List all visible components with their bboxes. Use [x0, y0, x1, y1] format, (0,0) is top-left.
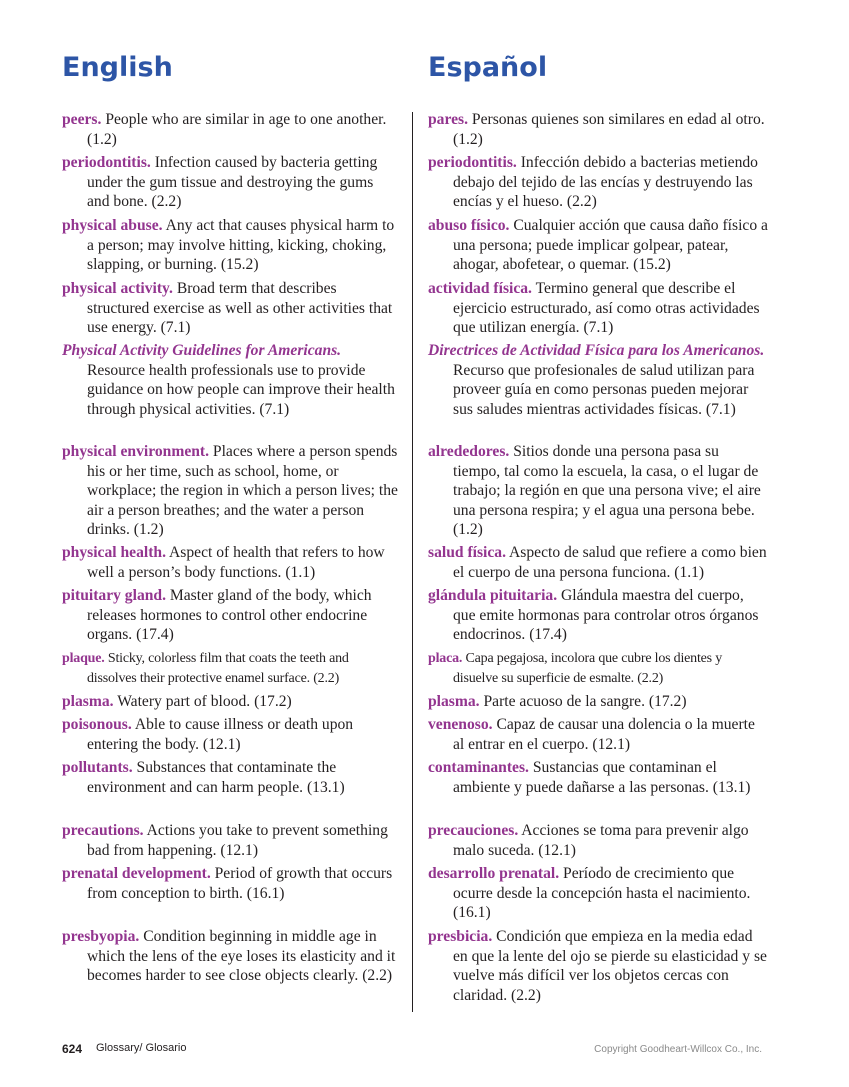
glossary-definition: Termino general que describe el ejercicio estructurado, así como otras actividades que utilizan energía. (7.1) — [453, 280, 760, 337]
glossary-entry — [428, 341, 768, 419]
glossary-term: physical abuse. — [62, 217, 163, 234]
english-heading: English — [62, 52, 173, 83]
glossary-term: pares. — [428, 111, 468, 128]
glossary-entry — [428, 586, 768, 645]
glossary-entry — [62, 216, 398, 275]
glossary-term: poisonous. — [62, 716, 132, 733]
glossary-definition: Sustancias que contaminan el ambiente y puede dañarse a las personas. (13.1) — [453, 759, 751, 796]
glossary-term: desarrollo prenatal. — [428, 865, 560, 882]
glossary-term: presbyopia. — [62, 928, 140, 945]
glossary-definition: Any act that causes physical harm to a person; may involve hitting, kicking, choking, slapping, or burning. (15.2) — [87, 217, 395, 274]
glossary-entry — [428, 649, 768, 688]
glossary-entry — [428, 543, 768, 582]
glossary-definition: Aspect of health that refers to how well a person’s body functions. (1.1) — [87, 544, 385, 581]
glossary-term: abuso físico. — [428, 217, 510, 234]
glossary-definition: Broad term that describes structured exercise as well as other activities that use energy. (7.1) — [87, 280, 393, 337]
glossary-definition: Sticky, colorless film that coats the teeth and dissolves their protective enamel surface. (2.2) — [87, 651, 349, 686]
glossary-term: glándula pituitaria. — [428, 587, 558, 604]
glossary-definition: Condición que empieza en la media edad en que la lente del ojo se pierde su elasticidad y se vuelve más difícil ver los objetos cercas con claridad. (2.2) — [453, 928, 767, 1004]
glossary-definition: Capa pegajosa, incolora que cubre los dientes y disuelve su superficie de esmalte. (2.2) — [453, 651, 723, 686]
glossary-definition: Personas quienes son similares en edad al otro. (1.2) — [453, 111, 765, 148]
glossary-entry — [62, 279, 398, 338]
glossary-entry — [62, 821, 398, 860]
glossary-term: prenatal development. — [62, 865, 211, 882]
spanish-heading: Español — [428, 52, 548, 83]
glossary-definition: Master gland of the body, which releases hormones to control other endocrine organs. (17.4) — [87, 587, 372, 644]
glossary-entry — [62, 543, 398, 582]
glossary-entry — [428, 692, 768, 712]
copyright: Copyright Goodheart-Willcox Co., Inc. — [594, 1044, 762, 1055]
glossary-entry — [428, 821, 768, 860]
glossary-entry — [428, 442, 768, 540]
glossary-definition: Able to cause illness or death upon entering the body. (12.1) — [87, 716, 354, 753]
glossary-entry — [62, 692, 398, 712]
glossary-term: precautions. — [62, 822, 144, 839]
glossary-definition: Actions you take to prevent something bad from happening. (12.1) — [87, 822, 388, 859]
glossary-entry — [428, 715, 768, 754]
section-name: Glossary/ Glosario — [96, 1042, 187, 1054]
glossary-entry — [62, 153, 398, 212]
glossary-entry — [62, 586, 398, 645]
glossary-definition: Substances that contaminate the environment and can harm people. (13.1) — [87, 759, 345, 796]
glossary-definition: Condition beginning in middle age in which the lens of the eye loses its elasticity and it becomes harder to see close objects clearly. (2.2) — [87, 928, 396, 985]
glossary-term: precauciones. — [428, 822, 519, 839]
glossary-entry — [62, 110, 398, 149]
glossary-term: Physical Activity Guidelines for Americans. — [62, 342, 342, 359]
glossary-term: plasma. — [428, 693, 480, 710]
column-divider — [412, 112, 413, 1012]
glossary-definition: Parte acuoso de la sangre. (17.2) — [483, 693, 687, 710]
page-number: 624 — [62, 1042, 83, 1056]
glossary-definition: People who are similar in age to one another. (1.2) — [87, 111, 387, 148]
glossary-entry — [428, 279, 768, 338]
glossary-term: actividad física. — [428, 280, 532, 297]
glossary-term: presbicia. — [428, 928, 493, 945]
glossary-definition: Infección debido a bacterias metiendo debajo del tejido de las encías y destruyendo las encías y el hueso. (2.2) — [453, 154, 758, 211]
glossary-term: placa. — [428, 651, 463, 666]
glossary-definition: Watery part of blood. (17.2) — [117, 693, 292, 710]
glossary-definition: Resource health professionals use to provide guidance on how people can improve their health through physical activities. (7.1) — [87, 361, 395, 418]
glossary-definition: Recurso que profesionales de salud utilizan para proveer guía en como personas pueden mejorar sus saludes mientras actividades físicas. (7.1) — [453, 361, 755, 418]
glossary-entry — [62, 341, 398, 419]
glossary-entry — [62, 442, 398, 540]
glossary-entry — [428, 927, 768, 1005]
glossary-definition: Infection caused by bacteria getting under the gum tissue and destroying the gums and bone. (2.2) — [87, 154, 378, 211]
glossary-term: alrededores. — [428, 443, 510, 460]
glossary-definition: Acciones se toma para prevenir algo malo suceda. (12.1) — [453, 822, 749, 859]
glossary-term: periodontitis. — [62, 154, 151, 171]
glossary-definition: Período de crecimiento que ocurre desde la concepción hasta el nacimiento. (16.1) — [453, 865, 751, 922]
glossary-definition: Glándula maestra del cuerpo, que emite hormonas para controlar otros órganos endocrinos. (17.4) — [453, 587, 759, 644]
glossary-term: peers. — [62, 111, 102, 128]
glossary-term: pollutants. — [62, 759, 133, 776]
glossary-entry — [428, 110, 768, 149]
glossary-term: periodontitis. — [428, 154, 517, 171]
glossary-entry — [62, 758, 398, 797]
glossary-definition: Aspecto de salud que refiere a como bien el cuerpo de una persona funciona. (1.1) — [453, 544, 767, 581]
glossary-definition: Sitios donde una persona pasa su tiempo, tal como la escuela, la casa, o el lugar de trabajo; la región en que una persona vive; el aire una persona respira; y el agua una persona bebe. (1.2) — [453, 443, 761, 539]
glossary-entry — [428, 216, 768, 275]
glossary-entry — [428, 153, 768, 212]
glossary-term: salud física. — [428, 544, 506, 561]
glossary-term: Directrices de Actividad Física para los Americanos. — [428, 342, 765, 359]
glossary-term: contaminantes. — [428, 759, 529, 776]
glossary-definition: Period of growth that occurs from conception to birth. (16.1) — [87, 865, 393, 902]
glossary-entry — [62, 864, 398, 903]
glossary-definition: Capaz de causar una dolencia o la muerte al entrar en el cuerpo. (12.1) — [453, 716, 755, 753]
glossary-term: plasma. — [62, 693, 114, 710]
glossary-entry — [428, 758, 768, 797]
glossary-term: pituitary gland. — [62, 587, 166, 604]
glossary-definition: Cualquier acción que causa daño físico a una persona; puede implicar golpear, patear, ahogar, abofetear, o quemar. (15.2) — [453, 217, 768, 274]
glossary-definition: Places where a person spends his or her time, such as school, home, or workplace; the region in which a person lives; the air a person breathes; and the water a person drinks. (1.2) — [87, 443, 398, 539]
glossary-term: physical health. — [62, 544, 166, 561]
glossary-term: plaque. — [62, 651, 105, 666]
glossary-entry — [62, 649, 398, 688]
glossary-entry — [62, 927, 398, 986]
glossary-term: physical activity. — [62, 280, 173, 297]
glossary-term: physical environment. — [62, 443, 209, 460]
glossary-term: venenoso. — [428, 716, 493, 733]
glossary-entry — [62, 715, 398, 754]
glossary-entry — [428, 864, 768, 923]
